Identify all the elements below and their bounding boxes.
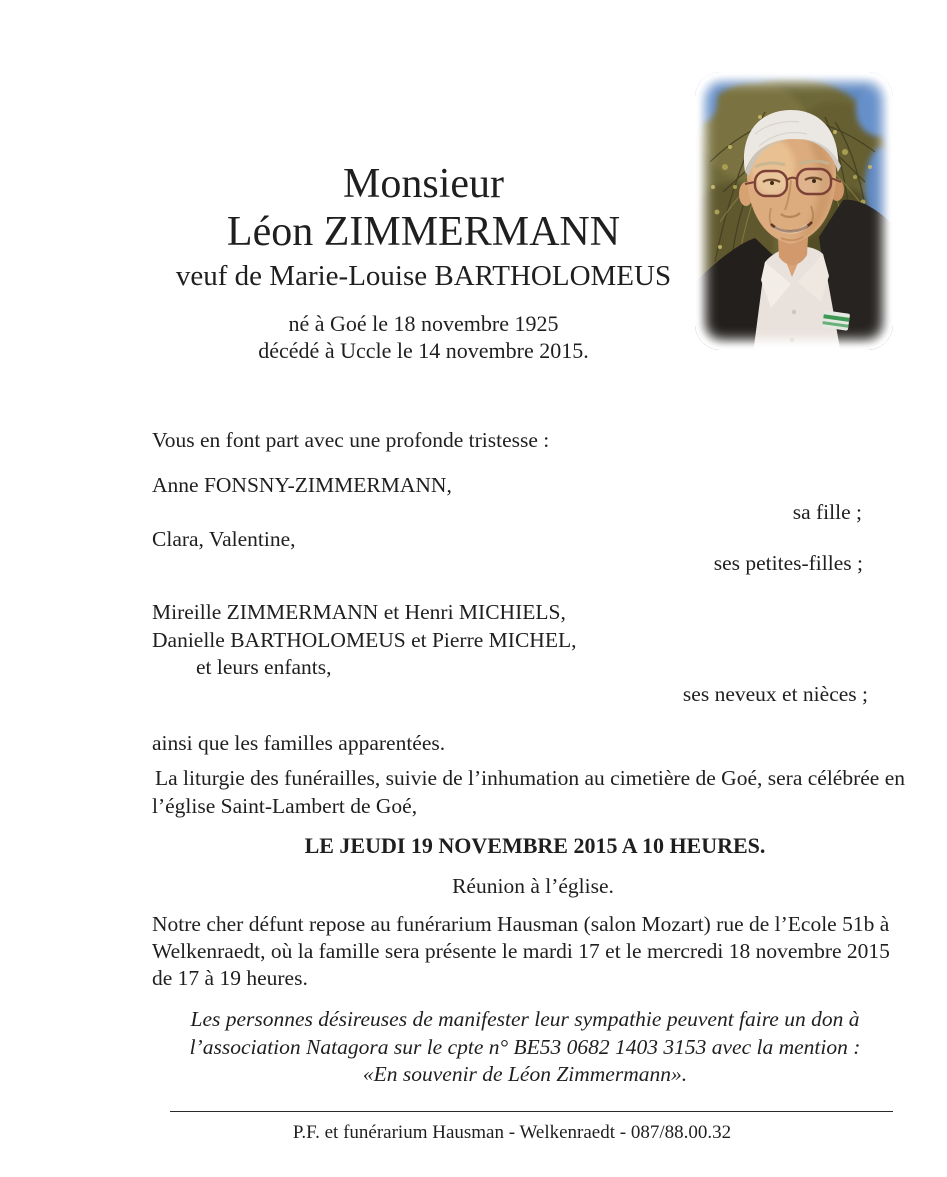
donation-line: l’association Natagora sur le cpte n° BE53 0682 1403 3153 avec la mention : bbox=[189, 1034, 861, 1059]
footer-divider bbox=[170, 1111, 893, 1112]
title-block bbox=[152, 160, 695, 364]
donation-line: «En souvenir de Léon Zimmermann». bbox=[362, 1062, 688, 1086]
family-member-name: et leurs enfants, bbox=[196, 655, 332, 679]
relation-label: sa fille ; bbox=[792, 500, 862, 524]
donation-note bbox=[152, 1006, 898, 1089]
donation-line: Les personnes désireuses de manifester leur sympathie peuvent faire un don à bbox=[190, 1007, 860, 1031]
relation-line bbox=[152, 681, 898, 708]
liturgy-paragraph: La liturgie des funérailles, suivie de l’inhumation au cimetière de Goé, sera célébrée en l’église Saint-Lambert de Goé, bbox=[152, 766, 906, 818]
relation-line bbox=[152, 550, 898, 577]
death-line: décédé à Uccle le 14 novembre 2015. bbox=[258, 338, 589, 363]
family-member-name: Mireille ZIMMERMANN et Henri MICHIELS, bbox=[152, 600, 566, 624]
family-member-name: Danielle BARTHOLOMEUS et Pierre MICHEL, bbox=[152, 627, 577, 652]
family-member-group bbox=[152, 599, 898, 682]
deceased-name: Léon ZIMMERMANN bbox=[226, 209, 621, 255]
family-member-name: Anne FONSNY-ZIMMERMANN, bbox=[152, 473, 452, 497]
relation-label: ses neveux et nièces ; bbox=[682, 682, 868, 706]
birth-line: né à Goé le 18 novembre 1925 bbox=[288, 311, 559, 336]
related-families-line: ainsi que les familles apparentées. bbox=[152, 731, 446, 755]
spouse-line: veuf de Marie-Louise BARTHOLOMEUS bbox=[175, 260, 672, 292]
meeting-line: Réunion à l’église. bbox=[452, 874, 614, 898]
title-prefix: Monsieur bbox=[343, 161, 504, 207]
relation-line bbox=[152, 499, 898, 526]
relation-label: ses petites-filles ; bbox=[713, 551, 863, 575]
funeral-home-line: P.F. et funérarium Hausman - Welkenraedt - 087/88.00.32 bbox=[292, 1122, 732, 1143]
portrait-photo-illustration bbox=[695, 72, 893, 350]
visitation-paragraph: Notre cher défunt repose au funérarium Hausman (salon Mozart) rue de l’Ecole 51b à Welkenraedt, où la famille sera présente le mardi 17 et le mercredi 18 novembre 2015 de 17 à 19 heures. bbox=[152, 912, 890, 990]
portrait-photo bbox=[695, 72, 893, 350]
ceremony-date-line: LE JEUDI 19 NOVEMBRE 2015 A 10 HEURES. bbox=[304, 833, 766, 858]
family-member-name: Clara, Valentine, bbox=[152, 527, 296, 551]
announcement-intro: Vous en font part avec une profonde tristesse : bbox=[152, 428, 550, 452]
